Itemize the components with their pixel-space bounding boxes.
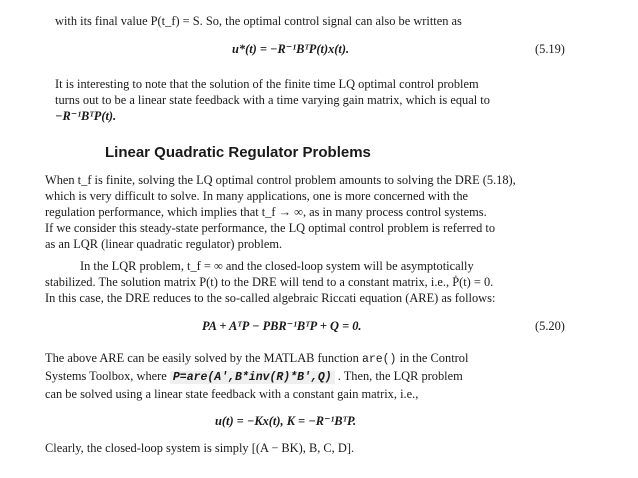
equation-number: (5.20) [535, 319, 565, 333]
paragraph-line: can be solved using a linear state feedback with a constant gain matrix, i.e., [45, 387, 419, 401]
paragraph-line [45, 350, 468, 368]
paragraph-line: turns out to be a linear state feedback with a time varying gain matrix, which is equal to [55, 93, 490, 107]
text-span: in the Control [399, 351, 469, 365]
paragraph-line: When t_f is finite, solving the LQ optimal control problem amounts to solving the DRE (5.18), [45, 173, 516, 187]
equation-number: (5.19) [535, 42, 565, 56]
equation-5-19: u*(t) = −R⁻¹BᵀP(t)x(t). [232, 42, 350, 56]
paragraph-line: stabilized. The solution matrix P(t) to the DRE will tend to a constant matrix, i.e., Ṗ(t) = 0. [45, 275, 494, 289]
section-heading: Linear Quadratic Regulator Problems [105, 144, 371, 161]
code-are-function: are() [361, 353, 397, 366]
paragraph-line: which is very difficult to solve. In many applications, one is more concerned with the [45, 189, 469, 203]
text-span: . Then, the LQR problem [337, 369, 463, 383]
equation-5-20: PA + AᵀP − PBR⁻¹BᵀP + Q = 0. [202, 319, 362, 333]
paragraph-line: as an LQR (linear quadratic regulator) problem. [45, 237, 283, 251]
paragraph-line: regulation performance, which implies that t_f → ∞, as in many process control systems. [45, 205, 487, 219]
paragraph-line: It is interesting to note that the solution of the finite time LQ optimal control problem [55, 77, 479, 91]
code-are-call: P=are(A′,B*inv(R)*B′,Q) [170, 371, 335, 384]
paragraph-line: In the LQR problem, t_f = ∞ and the closed-loop system will be asymptotically [80, 259, 474, 273]
paragraph-line: with its final value P(t_f) = S. So, the optimal control signal can also be written as [55, 14, 462, 28]
paragraph-line [45, 368, 463, 386]
text-span: The above ARE can be easily solved by the MATLAB function [45, 351, 359, 365]
paragraph-line: −R⁻¹BᵀP(t). [55, 109, 117, 123]
paragraph-line: In this case, the DRE reduces to the so-called algebraic Riccati equation (ARE) as follows: [45, 291, 496, 305]
text-span: Systems Toolbox, where [45, 369, 167, 383]
paragraph-line: If we consider this steady-state performance, the LQ optimal control problem is referred to [45, 221, 496, 235]
equation-gain: u(t) = −Kx(t), K = −R⁻¹BᵀP. [215, 414, 357, 428]
paragraph-line: Clearly, the closed-loop system is simply [(A − BK), B, C, D]. [45, 441, 355, 455]
